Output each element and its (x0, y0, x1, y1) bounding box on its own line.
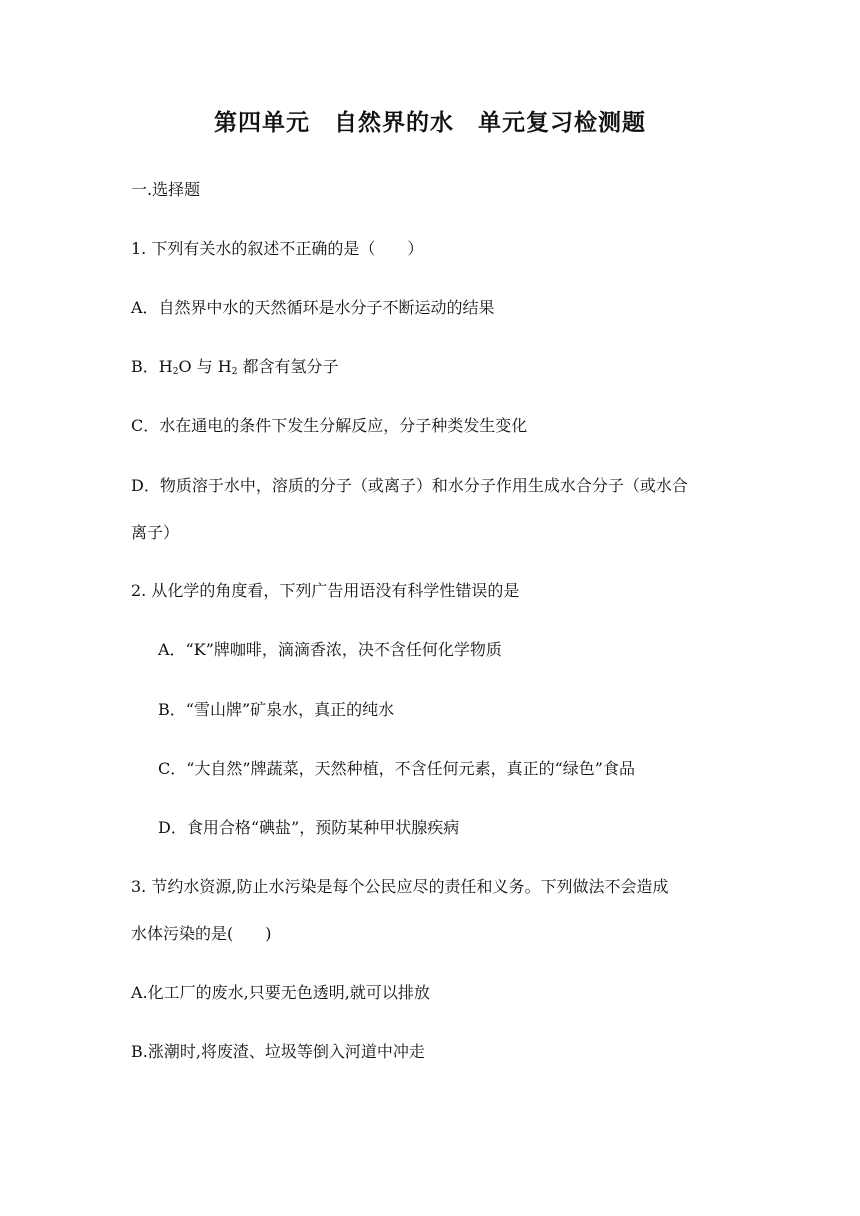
question-3-stem-line-1: 3. 节约水资源,防止水污染是每个公民应尽的责任和义务。下列做法不会造成 (131, 877, 669, 896)
question-1-option-a: A．自然界中水的天然循环是水分子不断运动的结果 (131, 298, 495, 317)
section-heading: 一.选择题 (131, 180, 201, 199)
document-title: 第四单元 自然界的水 单元复习检测题 (214, 110, 646, 136)
question-2-option-d: D．食用合格“碘盐”，预防某种甲状腺疾病 (158, 818, 460, 837)
option-b-text-1: B．H (131, 357, 173, 376)
question-2-option-a: A．“K”牌咖啡，滴滴香浓，决不含任何化学物质 (158, 640, 502, 659)
option-b-text-2: O 与 H (178, 357, 232, 376)
option-b-text-3: 都含有氢分子 (237, 357, 339, 376)
question-1-option-d: D．物质溶于水中，溶质的分子（或离子）和水分子作用生成水合分子（或水合 (131, 476, 688, 495)
question-3-option-a: A.化工厂的废水,只要无色透明,就可以排放 (131, 983, 430, 1002)
question-1-option-c: C．水在通电的条件下发生分解反应，分子种类发生变化 (131, 416, 528, 435)
subscript-2: 2 (231, 367, 238, 377)
question-2-option-b: B．“雪山牌”矿泉水，真正的纯水 (158, 700, 395, 719)
subscript-2: 2 (172, 367, 179, 377)
question-3-option-b: B.涨潮时,将废渣、垃圾等倒入河道中冲走 (131, 1042, 425, 1061)
question-1-stem: 1. 下列有关水的叙述不正确的是（ ） (131, 239, 424, 258)
question-2-stem: 2. 从化学的角度看，下列广告用语没有科学性错误的是 (131, 581, 520, 600)
question-1-option-b (131, 357, 339, 377)
question-2-option-c: C．“大自然”牌蔬菜，天然种植，不含任何元素，真正的“绿色”食品 (158, 759, 635, 778)
question-3-stem-line-2: 水体污染的是( ) (131, 924, 272, 943)
question-1-option-d-continued: 离子） (131, 523, 180, 542)
